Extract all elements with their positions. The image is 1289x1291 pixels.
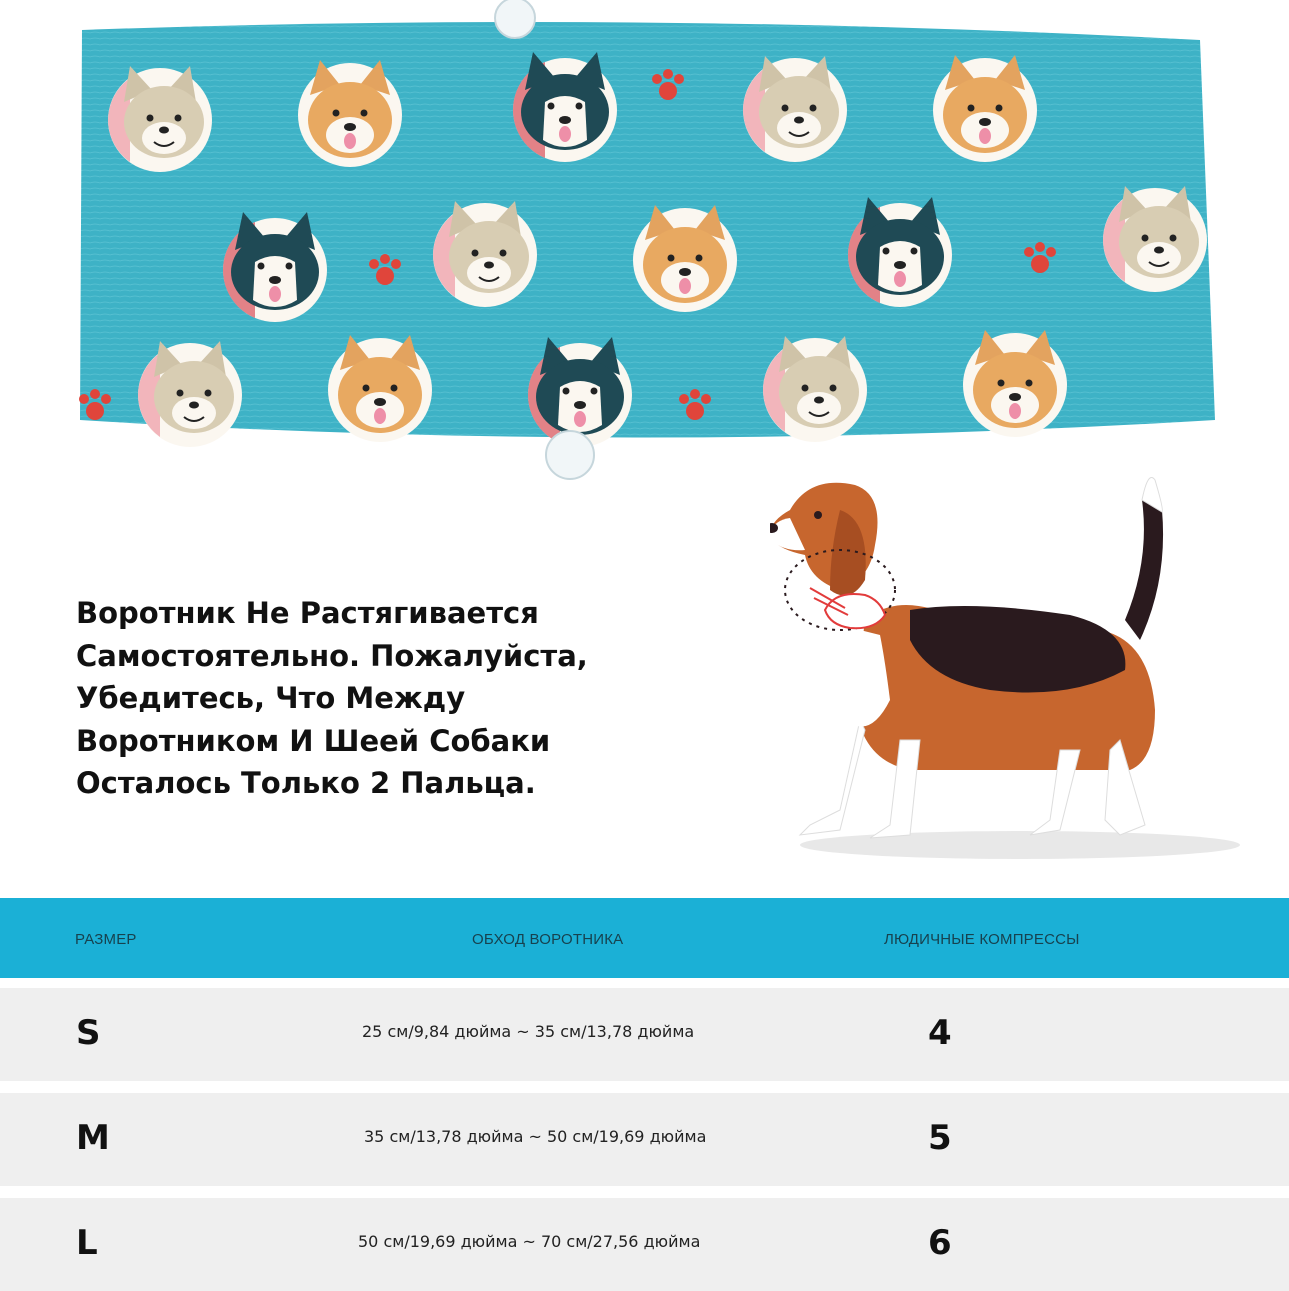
notice-line: Воротник Не Растягивается [76, 596, 539, 630]
notice-line: Воротником И Шеей Собаки [76, 723, 551, 758]
header-girth: ОБХОД ВОРОТНИКА [472, 931, 624, 948]
collar-photo [0, 0, 1289, 490]
table-row [0, 1198, 1289, 1291]
girth-cell: 50 см/19,69 дюйма ~ 70 см/27,56 дюйма [358, 1232, 701, 1251]
count-cell: 5 [928, 1118, 952, 1158]
header-count: ЛЮДИЧНЫЕ КОМПРЕССЫ [884, 931, 1080, 948]
collar-fit-notice [76, 592, 716, 805]
beagle-illustration [770, 470, 1240, 870]
notice-line: Убедитесь, Что Между [76, 681, 466, 715]
table-header [0, 898, 1289, 978]
notice-line: Осталось Только 2 Пальца. [76, 766, 536, 800]
size-cell: L [76, 1223, 98, 1263]
girth-cell: 35 см/13,78 дюйма ~ 50 см/19,69 дюйма [364, 1127, 707, 1146]
size-cell: S [76, 1013, 101, 1053]
table-row [0, 1093, 1289, 1186]
size-cell: M [76, 1118, 110, 1158]
notice-line: Самостоятельно. Пожалуйста, [76, 638, 588, 673]
header-size: РАЗМЕР [75, 931, 137, 948]
count-cell: 6 [928, 1223, 952, 1263]
girth-cell: 25 см/9,84 дюйма ~ 35 см/13,78 дюйма [362, 1022, 695, 1041]
table-row [0, 988, 1289, 1081]
count-cell: 4 [928, 1013, 952, 1053]
